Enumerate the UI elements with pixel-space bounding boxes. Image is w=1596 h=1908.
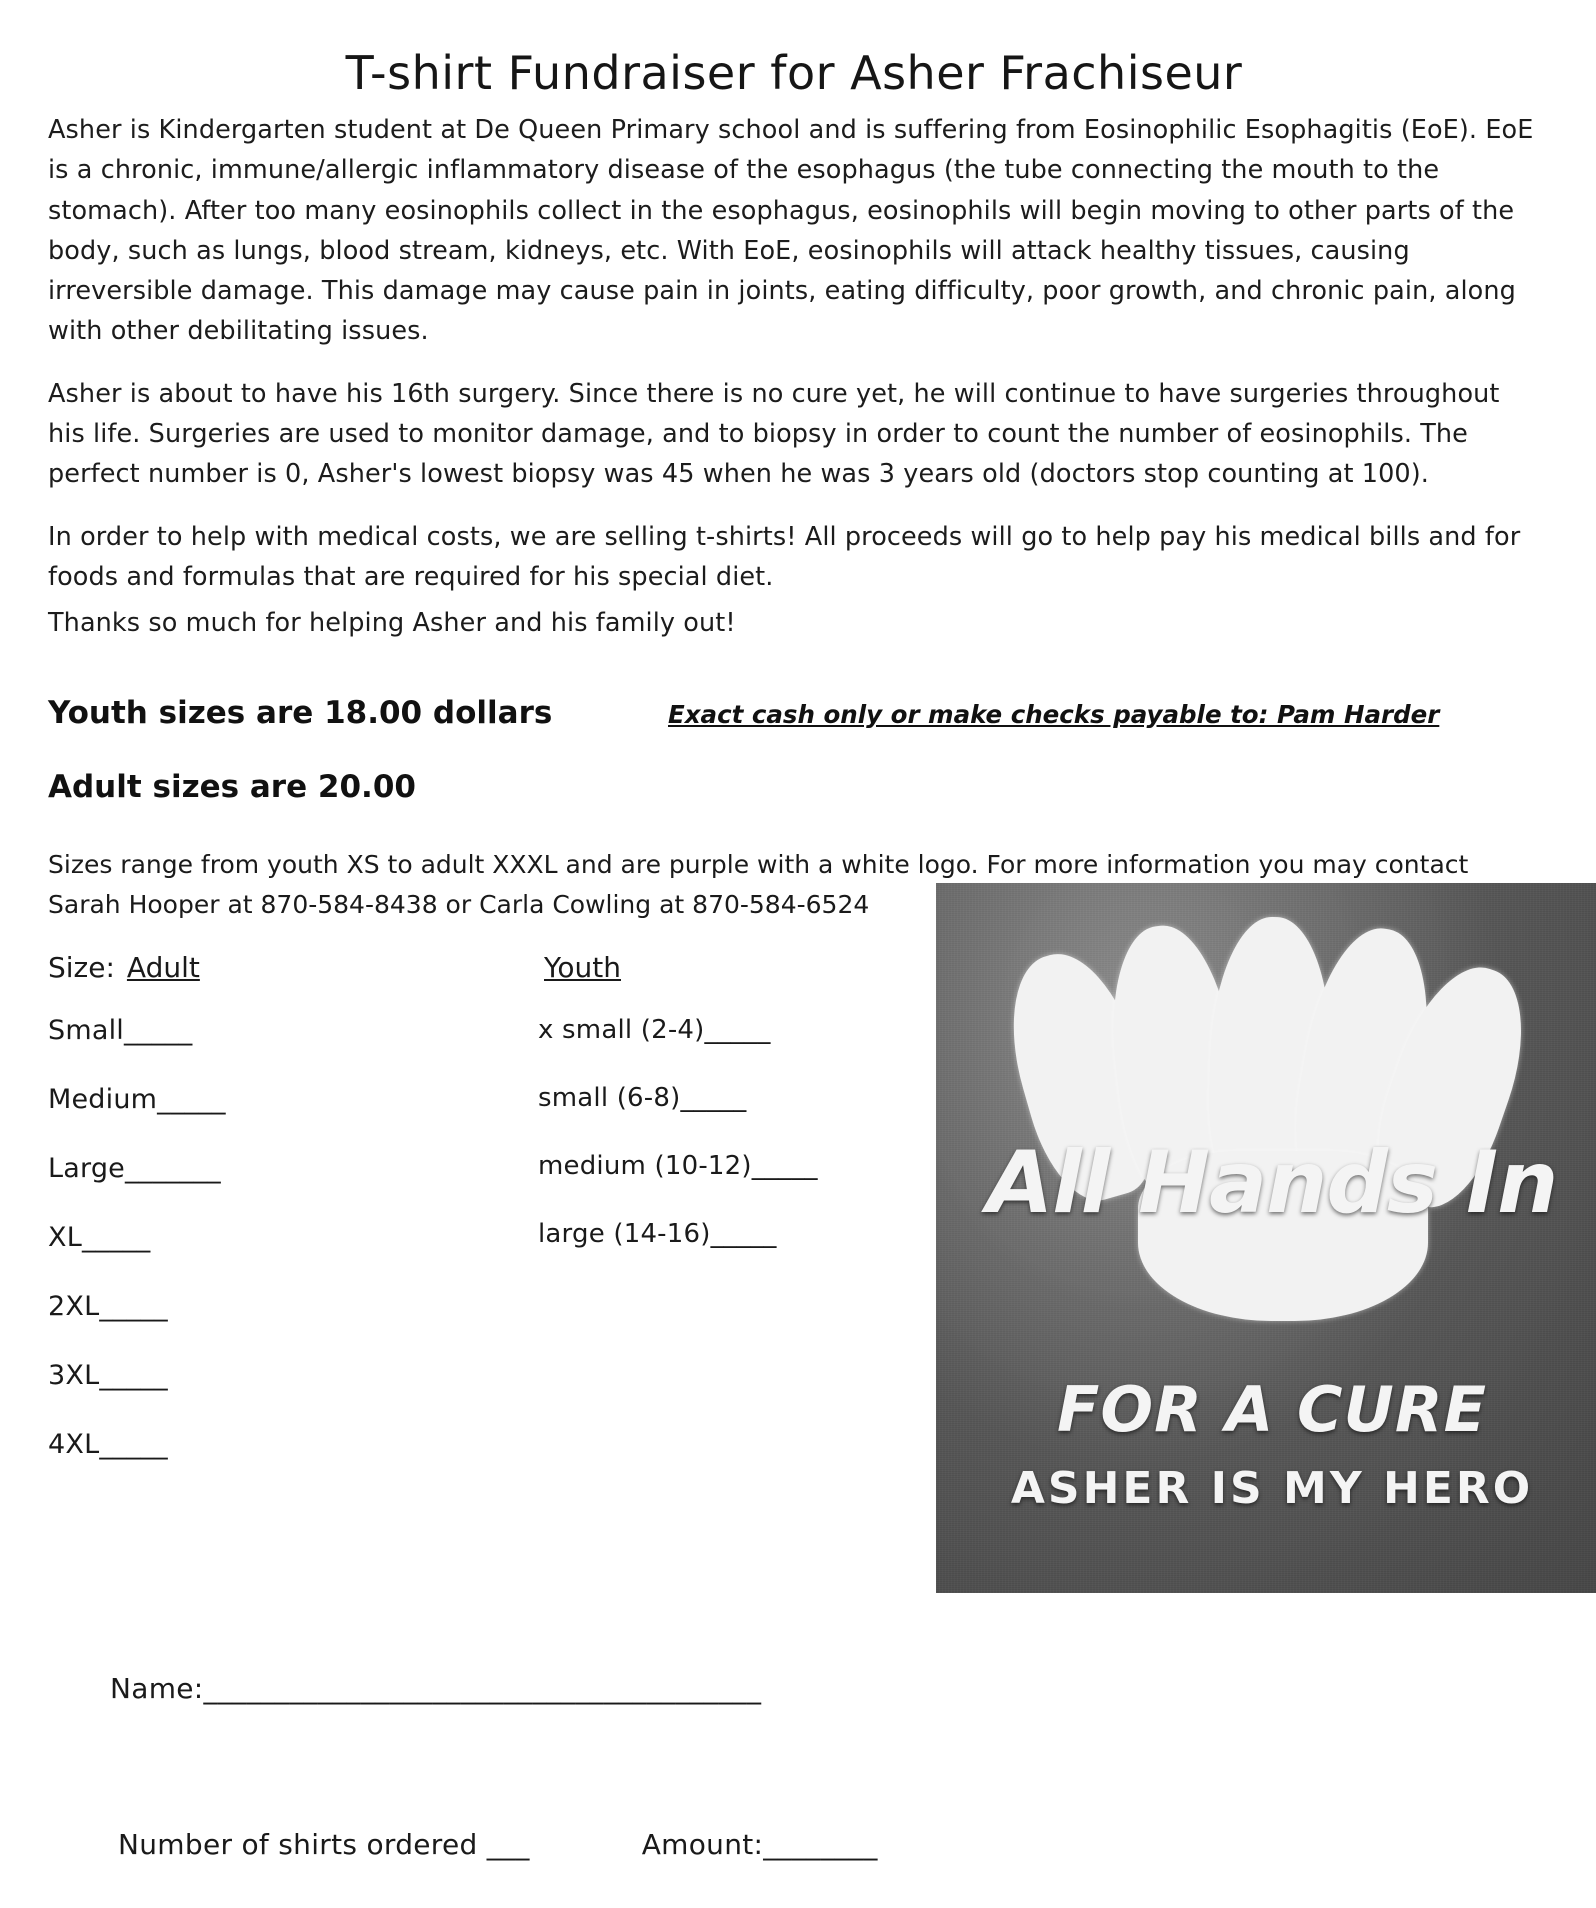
- name-field[interactable]: Name:_______________________________________: [110, 1672, 762, 1705]
- adult-header: Adult: [126, 951, 200, 985]
- logo-tagline-text: ASHER IS MY HERO: [1010, 1463, 1534, 1515]
- adult-size-medium[interactable]: Medium_____: [48, 1084, 226, 1116]
- pricing-row: [48, 695, 1540, 731]
- youth-size-xsmall[interactable]: x small (2-4)_____: [538, 1015, 771, 1046]
- youth-column-header: [538, 951, 908, 985]
- adult-column: [48, 951, 538, 1498]
- adult-size-4xl[interactable]: 4XL_____: [48, 1429, 168, 1461]
- hands-heart-graphic: [988, 911, 1568, 1341]
- youth-size-large[interactable]: large (14-16)_____: [538, 1219, 777, 1250]
- youth-header: Youth: [544, 951, 621, 985]
- order-form: [48, 951, 1558, 1515]
- logo-title-text: All Hands In: [986, 1133, 1558, 1234]
- youth-price: Youth sizes are 18.00 dollars: [48, 695, 553, 732]
- adult-column-header: [48, 951, 538, 985]
- paragraph-thanks: Thanks so much for helping Asher and his family out!: [48, 608, 736, 639]
- adult-size-xl[interactable]: XL_____: [48, 1222, 151, 1254]
- adult-size-2xl[interactable]: 2XL_____: [48, 1291, 168, 1323]
- sizes-info: Sizes range from youth XS to adult XXXL and are purple with a white logo. For more information you may contact Sarah Hooper at 870-584-8438 or Carla Cowling at 870-584-6524: [48, 850, 1469, 920]
- adult-size-3xl[interactable]: 3XL_____: [48, 1360, 168, 1392]
- amount-field[interactable]: Amount:________: [641, 1828, 878, 1861]
- adult-price: Adult sizes are 20.00: [48, 769, 416, 806]
- paragraph-surgery: Asher is about to have his 16th surgery. Since there is no cure yet, he will continue to have surgeries throughout his life. Surgeries are used to monitor damage, and to biopsy in order to count the number of eosinophils. The perfect number is 0, Asher's lowest biopsy was 45 when he was 3 years old (doctors stop counting at 100).: [48, 378, 1500, 490]
- paragraph-intro: Asher is Kindergarten student at De Queen Primary school and is suffering from Eosinophilic Esophagitis (EoE). EoE is a chronic, immune/allergic inflammatory disease of the esophagus (the tube connecting the mouth to the stomach). After too many eosinophils collect in the esophagus, eosinophils will begin moving to other parts of the body, such as lungs, blood stream, kidneys, etc. With EoE, eosinophils will attack healthy tissues, causing irreversible damage. This damage may cause pain in joints, eating difficulty, poor growth, and chronic pain, along with other debilitating issues.: [48, 115, 1534, 347]
- youth-size-small[interactable]: small (6-8)_____: [538, 1083, 747, 1114]
- name-field-row: [110, 1672, 1110, 1705]
- totals-row: [118, 1828, 878, 1861]
- adult-size-small[interactable]: Small_____: [48, 1015, 193, 1047]
- logo-subtitle-text: FOR A CURE: [1057, 1373, 1487, 1447]
- paragraph-fundraiser: In order to help with medical costs, we are selling t-shirts! All proceeds will go to help pay his medical bills and for foods and formulas that are required for his special diet.: [48, 521, 1521, 592]
- page-title: T-shirt Fundraiser for Asher Frachiseur: [345, 46, 1243, 100]
- adult-size-large[interactable]: Large_______: [48, 1153, 221, 1185]
- all-hands-in-logo-image: [936, 883, 1596, 1593]
- shirt-count-field[interactable]: Number of shirts ordered ___: [118, 1828, 530, 1861]
- youth-size-medium[interactable]: medium (10-12)_____: [538, 1151, 818, 1182]
- order-columns: [48, 951, 908, 1498]
- youth-column: [538, 951, 908, 1498]
- size-label: Size:: [48, 951, 115, 985]
- payment-note: Exact cash only or make checks payable to: Pam Harder: [668, 700, 1440, 730]
